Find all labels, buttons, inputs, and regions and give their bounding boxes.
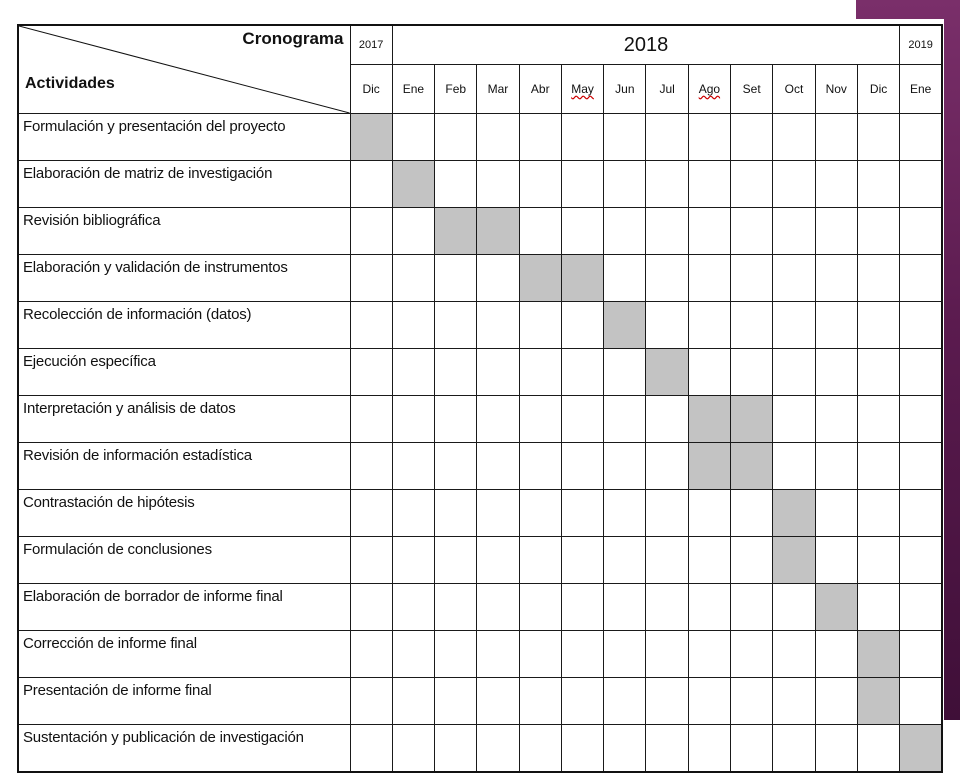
empty-cell bbox=[604, 678, 646, 725]
year-header-2019: 2019 bbox=[900, 25, 942, 65]
empty-cell bbox=[561, 537, 603, 584]
empty-cell bbox=[435, 584, 477, 631]
empty-cell bbox=[900, 208, 942, 255]
empty-cell bbox=[350, 631, 392, 678]
activity-row bbox=[18, 302, 942, 349]
empty-cell bbox=[561, 725, 603, 773]
empty-cell bbox=[900, 631, 942, 678]
activity-row bbox=[18, 114, 942, 161]
empty-cell bbox=[350, 396, 392, 443]
empty-cell bbox=[519, 396, 561, 443]
empty-cell bbox=[435, 631, 477, 678]
empty-cell bbox=[900, 255, 942, 302]
empty-cell bbox=[646, 114, 688, 161]
scheduled-cell bbox=[773, 537, 815, 584]
empty-cell bbox=[435, 490, 477, 537]
activity-label: Contrastación de hipótesis bbox=[18, 490, 350, 537]
empty-cell bbox=[350, 302, 392, 349]
empty-cell bbox=[900, 443, 942, 490]
empty-cell bbox=[392, 208, 434, 255]
activity-row bbox=[18, 490, 942, 537]
empty-cell bbox=[857, 349, 899, 396]
empty-cell bbox=[688, 255, 730, 302]
month-header: Set bbox=[731, 65, 773, 114]
activity-row bbox=[18, 443, 942, 490]
empty-cell bbox=[646, 678, 688, 725]
activity-row bbox=[18, 537, 942, 584]
scheduled-cell bbox=[688, 396, 730, 443]
empty-cell bbox=[392, 114, 434, 161]
empty-cell bbox=[561, 396, 603, 443]
empty-cell bbox=[815, 725, 857, 773]
empty-cell bbox=[604, 584, 646, 631]
empty-cell bbox=[477, 396, 519, 443]
activity-label: Interpretación y análisis de datos bbox=[18, 396, 350, 443]
empty-cell bbox=[815, 161, 857, 208]
empty-cell bbox=[857, 443, 899, 490]
empty-cell bbox=[773, 443, 815, 490]
empty-cell bbox=[857, 584, 899, 631]
empty-cell bbox=[604, 490, 646, 537]
empty-cell bbox=[815, 678, 857, 725]
empty-cell bbox=[435, 255, 477, 302]
empty-cell bbox=[477, 678, 519, 725]
scheduled-cell bbox=[815, 584, 857, 631]
empty-cell bbox=[477, 631, 519, 678]
activity-row bbox=[18, 584, 942, 631]
empty-cell bbox=[815, 631, 857, 678]
scheduled-cell bbox=[857, 631, 899, 678]
empty-cell bbox=[731, 584, 773, 631]
month-header: Dic bbox=[857, 65, 899, 114]
empty-cell bbox=[435, 396, 477, 443]
empty-cell bbox=[604, 396, 646, 443]
empty-cell bbox=[900, 161, 942, 208]
empty-cell bbox=[688, 208, 730, 255]
activity-row bbox=[18, 725, 942, 773]
empty-cell bbox=[350, 584, 392, 631]
empty-cell bbox=[646, 443, 688, 490]
empty-cell bbox=[519, 631, 561, 678]
empty-cell bbox=[815, 255, 857, 302]
empty-cell bbox=[519, 208, 561, 255]
empty-cell bbox=[477, 114, 519, 161]
empty-cell bbox=[519, 349, 561, 396]
empty-cell bbox=[815, 396, 857, 443]
empty-cell bbox=[604, 161, 646, 208]
empty-cell bbox=[350, 255, 392, 302]
empty-cell bbox=[604, 537, 646, 584]
empty-cell bbox=[350, 208, 392, 255]
empty-cell bbox=[646, 396, 688, 443]
scheduled-cell bbox=[731, 443, 773, 490]
empty-cell bbox=[731, 631, 773, 678]
empty-cell bbox=[392, 537, 434, 584]
schedule-sheet bbox=[12, 19, 944, 746]
month-header: Mar bbox=[477, 65, 519, 114]
empty-cell bbox=[477, 584, 519, 631]
empty-cell bbox=[646, 725, 688, 773]
empty-cell bbox=[857, 114, 899, 161]
empty-cell bbox=[435, 678, 477, 725]
year-header-row bbox=[18, 25, 942, 65]
empty-cell bbox=[731, 678, 773, 725]
empty-cell bbox=[773, 725, 815, 773]
empty-cell bbox=[477, 255, 519, 302]
empty-cell bbox=[350, 678, 392, 725]
empty-cell bbox=[773, 396, 815, 443]
empty-cell bbox=[688, 490, 730, 537]
empty-cell bbox=[900, 678, 942, 725]
empty-cell bbox=[392, 725, 434, 773]
empty-cell bbox=[900, 584, 942, 631]
empty-cell bbox=[900, 114, 942, 161]
empty-cell bbox=[815, 443, 857, 490]
empty-cell bbox=[900, 396, 942, 443]
activity-row bbox=[18, 631, 942, 678]
empty-cell bbox=[731, 490, 773, 537]
empty-cell bbox=[688, 725, 730, 773]
empty-cell bbox=[561, 490, 603, 537]
empty-cell bbox=[392, 678, 434, 725]
empty-cell bbox=[477, 490, 519, 537]
empty-cell bbox=[646, 161, 688, 208]
empty-cell bbox=[773, 678, 815, 725]
scheduled-cell bbox=[392, 161, 434, 208]
empty-cell bbox=[773, 584, 815, 631]
activity-label: Ejecución específica bbox=[18, 349, 350, 396]
empty-cell bbox=[773, 349, 815, 396]
year-header-2017: 2017 bbox=[350, 25, 392, 65]
empty-cell bbox=[731, 114, 773, 161]
activity-label: Revisión de información estadística bbox=[18, 443, 350, 490]
empty-cell bbox=[731, 302, 773, 349]
empty-cell bbox=[519, 443, 561, 490]
empty-cell bbox=[857, 396, 899, 443]
activity-label: Elaboración de matriz de investigación bbox=[18, 161, 350, 208]
month-header: Abr bbox=[519, 65, 561, 114]
empty-cell bbox=[604, 255, 646, 302]
empty-cell bbox=[519, 584, 561, 631]
table-corner-header bbox=[18, 25, 350, 114]
scheduled-cell bbox=[350, 114, 392, 161]
empty-cell bbox=[519, 725, 561, 773]
empty-cell bbox=[350, 537, 392, 584]
activity-label: Elaboración de borrador de informe final bbox=[18, 584, 350, 631]
empty-cell bbox=[519, 490, 561, 537]
activity-row bbox=[18, 349, 942, 396]
empty-cell bbox=[815, 537, 857, 584]
month-header: Dic bbox=[350, 65, 392, 114]
empty-cell bbox=[815, 490, 857, 537]
empty-cell bbox=[731, 161, 773, 208]
empty-cell bbox=[857, 255, 899, 302]
empty-cell bbox=[392, 302, 434, 349]
empty-cell bbox=[688, 537, 730, 584]
empty-cell bbox=[731, 349, 773, 396]
scheduled-cell bbox=[435, 208, 477, 255]
empty-cell bbox=[773, 631, 815, 678]
activities-header: Actividades bbox=[25, 75, 115, 92]
empty-cell bbox=[477, 161, 519, 208]
empty-cell bbox=[561, 631, 603, 678]
scheduled-cell bbox=[561, 255, 603, 302]
empty-cell bbox=[519, 161, 561, 208]
activity-row bbox=[18, 208, 942, 255]
empty-cell bbox=[688, 349, 730, 396]
empty-cell bbox=[604, 725, 646, 773]
month-header: Jun bbox=[604, 65, 646, 114]
empty-cell bbox=[435, 161, 477, 208]
empty-cell bbox=[773, 208, 815, 255]
empty-cell bbox=[350, 725, 392, 773]
empty-cell bbox=[519, 302, 561, 349]
empty-cell bbox=[688, 678, 730, 725]
scheduled-cell bbox=[731, 396, 773, 443]
scheduled-cell bbox=[477, 208, 519, 255]
activity-row bbox=[18, 255, 942, 302]
month-header: Ago bbox=[688, 65, 730, 114]
empty-cell bbox=[857, 302, 899, 349]
empty-cell bbox=[561, 584, 603, 631]
empty-cell bbox=[857, 725, 899, 773]
empty-cell bbox=[435, 443, 477, 490]
month-header: Ene bbox=[392, 65, 434, 114]
empty-cell bbox=[646, 631, 688, 678]
activity-row bbox=[18, 678, 942, 725]
month-header: Jul bbox=[646, 65, 688, 114]
empty-cell bbox=[350, 161, 392, 208]
empty-cell bbox=[392, 443, 434, 490]
activity-label: Formulación de conclusiones bbox=[18, 537, 350, 584]
empty-cell bbox=[646, 302, 688, 349]
empty-cell bbox=[815, 349, 857, 396]
empty-cell bbox=[392, 631, 434, 678]
empty-cell bbox=[857, 161, 899, 208]
empty-cell bbox=[561, 443, 603, 490]
empty-cell bbox=[392, 396, 434, 443]
month-header: Oct bbox=[773, 65, 815, 114]
empty-cell bbox=[519, 537, 561, 584]
empty-cell bbox=[857, 490, 899, 537]
empty-cell bbox=[561, 349, 603, 396]
scheduled-cell bbox=[857, 678, 899, 725]
activity-label: Formulación y presentación del proyecto bbox=[18, 114, 350, 161]
empty-cell bbox=[604, 114, 646, 161]
empty-cell bbox=[604, 631, 646, 678]
empty-cell bbox=[731, 255, 773, 302]
empty-cell bbox=[646, 255, 688, 302]
scheduled-cell bbox=[773, 490, 815, 537]
empty-cell bbox=[773, 161, 815, 208]
empty-cell bbox=[561, 678, 603, 725]
activity-label: Corrección de informe final bbox=[18, 631, 350, 678]
empty-cell bbox=[519, 114, 561, 161]
empty-cell bbox=[773, 255, 815, 302]
empty-cell bbox=[815, 208, 857, 255]
empty-cell bbox=[688, 302, 730, 349]
scheduled-cell bbox=[646, 349, 688, 396]
empty-cell bbox=[392, 490, 434, 537]
empty-cell bbox=[477, 349, 519, 396]
empty-cell bbox=[773, 302, 815, 349]
scheduled-cell bbox=[604, 302, 646, 349]
activity-label: Recolección de información (datos) bbox=[18, 302, 350, 349]
empty-cell bbox=[900, 349, 942, 396]
empty-cell bbox=[857, 537, 899, 584]
empty-cell bbox=[561, 302, 603, 349]
month-header: Feb bbox=[435, 65, 477, 114]
empty-cell bbox=[731, 537, 773, 584]
empty-cell bbox=[350, 349, 392, 396]
empty-cell bbox=[435, 114, 477, 161]
empty-cell bbox=[731, 725, 773, 773]
empty-cell bbox=[857, 208, 899, 255]
empty-cell bbox=[900, 537, 942, 584]
activity-label: Presentación de informe final bbox=[18, 678, 350, 725]
empty-cell bbox=[392, 349, 434, 396]
scheduled-cell bbox=[519, 255, 561, 302]
month-header: May bbox=[561, 65, 603, 114]
empty-cell bbox=[435, 725, 477, 773]
empty-cell bbox=[688, 161, 730, 208]
empty-cell bbox=[646, 490, 688, 537]
empty-cell bbox=[773, 114, 815, 161]
activity-label: Sustentación y publicación de investigación bbox=[18, 725, 350, 773]
empty-cell bbox=[350, 490, 392, 537]
year-header-2018: 2018 bbox=[392, 25, 900, 65]
empty-cell bbox=[435, 349, 477, 396]
empty-cell bbox=[477, 537, 519, 584]
empty-cell bbox=[604, 349, 646, 396]
empty-cell bbox=[900, 490, 942, 537]
schedule-table bbox=[17, 24, 943, 773]
empty-cell bbox=[815, 302, 857, 349]
empty-cell bbox=[646, 537, 688, 584]
empty-cell bbox=[646, 208, 688, 255]
empty-cell bbox=[477, 725, 519, 773]
empty-cell bbox=[688, 584, 730, 631]
empty-cell bbox=[900, 302, 942, 349]
empty-cell bbox=[561, 114, 603, 161]
empty-cell bbox=[815, 114, 857, 161]
empty-cell bbox=[519, 678, 561, 725]
schedule-title: Cronograma bbox=[242, 29, 344, 48]
scheduled-cell bbox=[900, 725, 942, 773]
empty-cell bbox=[604, 443, 646, 490]
scheduled-cell bbox=[688, 443, 730, 490]
activity-row bbox=[18, 161, 942, 208]
empty-cell bbox=[477, 443, 519, 490]
activity-row bbox=[18, 396, 942, 443]
empty-cell bbox=[561, 208, 603, 255]
empty-cell bbox=[646, 584, 688, 631]
empty-cell bbox=[688, 631, 730, 678]
empty-cell bbox=[731, 208, 773, 255]
empty-cell bbox=[392, 255, 434, 302]
activity-label: Revisión bibliográfica bbox=[18, 208, 350, 255]
month-header: Ene bbox=[900, 65, 942, 114]
month-header: Nov bbox=[815, 65, 857, 114]
empty-cell bbox=[350, 443, 392, 490]
activity-label: Elaboración y validación de instrumentos bbox=[18, 255, 350, 302]
empty-cell bbox=[392, 584, 434, 631]
empty-cell bbox=[435, 302, 477, 349]
empty-cell bbox=[604, 208, 646, 255]
empty-cell bbox=[435, 537, 477, 584]
empty-cell bbox=[477, 302, 519, 349]
empty-cell bbox=[688, 114, 730, 161]
empty-cell bbox=[561, 161, 603, 208]
